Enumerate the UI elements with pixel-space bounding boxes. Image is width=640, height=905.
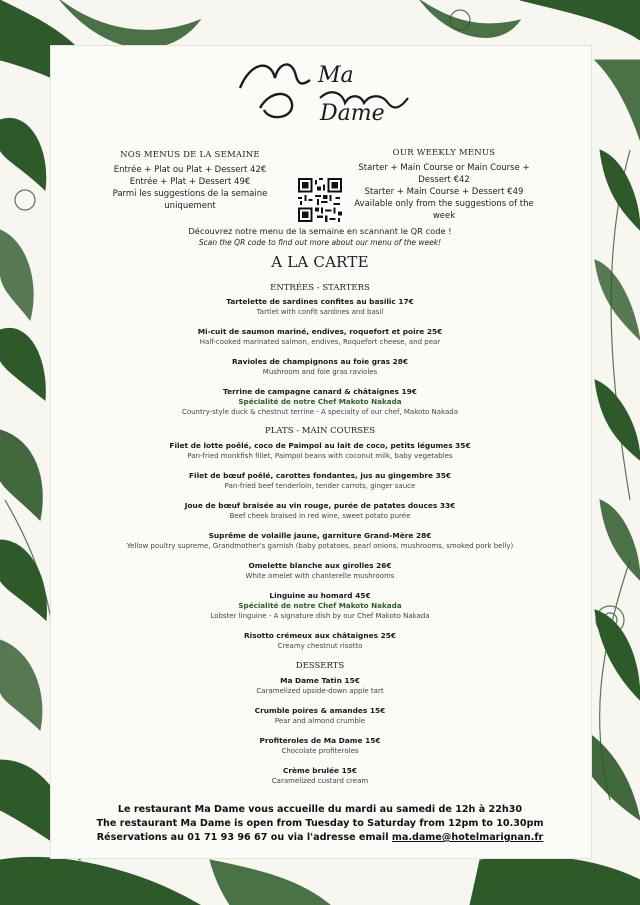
ma-dame-logo [230, 48, 415, 128]
dish-name: Mi-cuit de saumon mariné, endives, roquefort et poire 25€ [197, 327, 443, 336]
weekly-en-line: Starter + Main Course + Dessert €49 [364, 187, 524, 197]
menu-item [100, 561, 540, 581]
dish-description: Caramelized custard cream [271, 777, 369, 785]
carte-title: A LA CARTE [271, 253, 369, 271]
weekly-fr-line: Entrée + Plat + Dessert 49€ [129, 177, 251, 187]
dish-name: Filet de lotte poêlé, coco de Paimpol au lait de coco, petits légumes 35€ [169, 441, 471, 450]
section-title-starters: ENTRÉES - STARTERS [270, 283, 370, 293]
dish-name: Crème brulée 15€ [282, 766, 358, 775]
dish-description: Yellow poultry supreme, Grandmother's garnish (baby potatoes, pearl onions, mushrooms, smoked pork belly) [126, 542, 514, 550]
weekly-fr-line: Parmi les suggestions de la semaine uniquement [112, 189, 268, 211]
menu-item [100, 591, 540, 621]
qr-code-icon[interactable] [298, 178, 342, 222]
logo-text-line1: Ma [318, 63, 354, 88]
weekly-en-line: Available only from the suggestions of the week [354, 199, 534, 221]
menu-item [100, 387, 540, 417]
dish-description: Pan-fried monkfish fillet, Paimpol beans with coconut milk, baby vegetables [187, 452, 453, 460]
logo-text-line2: Dame [320, 101, 385, 126]
menu-item [100, 327, 540, 347]
dish-name: Ma Dame Tatin 15€ [280, 676, 360, 685]
menu-item [100, 531, 540, 551]
scan-instructions [150, 226, 490, 248]
dish-name: Profiteroles de Ma Dame 15€ [259, 736, 381, 745]
menu-item [100, 501, 540, 521]
weekly-en-line: Starter + Main Course or Main Course + Dessert €42 [358, 163, 530, 185]
menu-item [100, 736, 540, 756]
dish-name: Filet de bœuf poêlé, carottes fondantes, jus au gingembre 35€ [188, 471, 452, 480]
dish-name: Crumble poires & amandes 15€ [254, 706, 386, 715]
menu-item [100, 631, 540, 651]
dish-description: Pan-fried beef tenderloin, tender carrots, ginger sauce [224, 482, 416, 490]
weekly-fr-line: Entrée + Plat ou Plat + Dessert 42€ [113, 165, 267, 175]
menu-item [100, 441, 540, 461]
dish-description: Mushroom and foie gras ravioles [262, 368, 378, 376]
weekly-fr-title: NOS MENUS DE LA SEMAINE [120, 150, 260, 160]
dish-description: Country-style duck & chestnut terrine - A specialty of our chef, Makoto Nakada [181, 408, 459, 416]
weekly-menus-fr [100, 150, 280, 212]
dish-description: Beef cheek braised in red wine, sweet potato purée [229, 512, 411, 520]
menu-item [100, 297, 540, 317]
dish-name: Joue de bœuf braisée au vin rouge, purée de patates douces 33€ [184, 501, 456, 510]
chef-specialty: Spécialité de notre Chef Makoto Nakada [238, 601, 402, 610]
scan-text-en: Scan the QR code to find out more about our menu of the week! [198, 238, 442, 247]
opening-hours-footer [90, 803, 550, 845]
weekly-en-title: OUR WEEKLY MENUS [392, 148, 496, 158]
dish-description: Pear and almond crumble [274, 717, 366, 725]
footer-line-fr: Le restaurant Ma Dame vous accueille du mardi au samedi de 12h à 22h30 [117, 804, 523, 815]
reservation-text: Réservations au 01 71 93 96 67 ou via l'adresse email [96, 832, 392, 843]
dish-description: Tartlet with confit sardines and basil [256, 308, 384, 316]
dish-name: Terrine de campagne canard & châtaignes 19€ [223, 387, 417, 396]
dish-name: Tartelette de sardines confites au basilic 17€ [226, 297, 414, 306]
menu-item [100, 357, 540, 377]
weekly-menus-en [348, 148, 540, 222]
menu-item [100, 676, 540, 696]
dish-description: Caramelized upside-down apple tart [256, 687, 384, 695]
chef-specialty: Spécialité de notre Chef Makoto Nakada [238, 397, 402, 406]
section-title-desserts: DESSERTS [295, 661, 345, 671]
dish-description: White omelet with chanterelle mushrooms [245, 572, 395, 580]
dish-name: Linguine au homard 45€ [269, 591, 371, 600]
dish-description: Lobster linguine - A signature dish by our Chef Makoto Nakada [210, 612, 430, 620]
email-link[interactable]: ma.dame@hotelmarignan.fr [391, 832, 544, 843]
section-title-main-courses: PLATS - MAIN COURSES [264, 426, 376, 436]
menu-item [100, 706, 540, 726]
scan-text-fr: Découvrez notre menu de la semaine en scannant le QR code ! [188, 226, 452, 236]
dish-description: Half-cooked marinated salmon, endives, Roquefort cheese, and pear [199, 338, 441, 346]
footer-line-en: The restaurant Ma Dame is open from Tuesday to Saturday from 12pm to 10.30pm [96, 818, 544, 829]
dish-name: Omelette blanche aux girolles 26€ [248, 561, 392, 570]
menu-item [100, 766, 540, 786]
dish-description: Creamy chestnut risotto [277, 642, 363, 650]
dish-name: Suprême de volaille jaune, garniture Grand-Mère 28€ [208, 531, 432, 540]
reservation-line [90, 831, 550, 845]
menu-item [100, 471, 540, 491]
dish-name: Ravioles de champignons au foie gras 28€ [231, 357, 409, 366]
dish-description: Chocolate profiteroles [281, 747, 359, 755]
dish-name: Risotto crémeux aux châtaignes 25€ [243, 631, 396, 640]
